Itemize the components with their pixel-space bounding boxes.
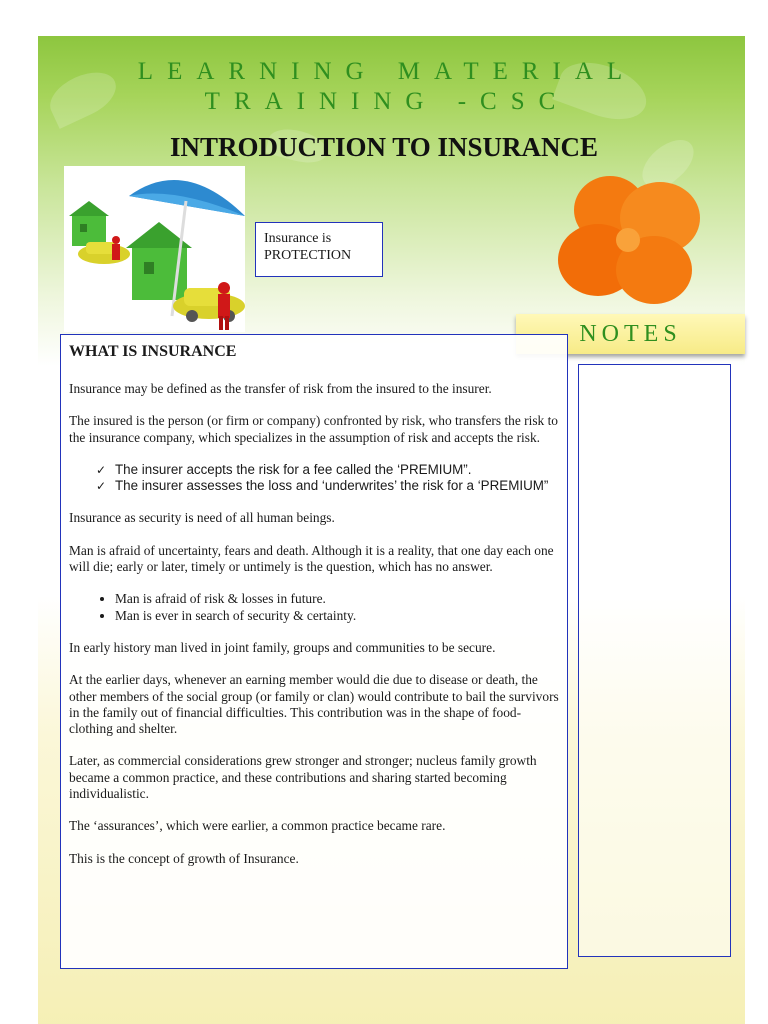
paragraph: Insurance as security is need of all human beings. bbox=[69, 510, 335, 526]
paragraph: The insured is the person (or firm or company) confronted by risk, who transfers the risk to the insurance company, which specializes in the assumption of risk and accepts the risk. bbox=[69, 413, 559, 445]
paragraph: Later, as commercial considerations grew stronger and stronger; nucleus family growth became a common practice, and these contributions and sharing started becoming individualistic. bbox=[69, 753, 537, 802]
bullet-list bbox=[69, 591, 559, 624]
paragraph: Insurance may be defined as the transfer of risk from the insured to the insurer. bbox=[69, 381, 492, 396]
orange-flower-icon bbox=[548, 168, 708, 310]
protection-callout bbox=[255, 222, 383, 277]
bullet-list-item: • Man is afraid of risk & losses in future. bbox=[115, 591, 559, 607]
notes-label-bar: NOTES bbox=[516, 314, 745, 354]
paragraph: At the earlier days, whenever an earning member would die due to disease or death, the other members of the social group (or family or clan) would contribute to bail the survivors in the family out of financial difficulties. This contribution was in the shape of food- clothing and shelter. bbox=[69, 672, 559, 737]
header-line-2: TRAINING -CSC bbox=[204, 88, 570, 115]
notes-box bbox=[578, 364, 731, 957]
section-heading: WHAT IS INSURANCE bbox=[69, 343, 237, 360]
check-mark-icon: ✓ bbox=[96, 479, 107, 494]
check-list bbox=[69, 462, 559, 495]
callout-line-2: PROTECTION bbox=[264, 248, 352, 263]
bullet-list-item: • Man is ever in search of security & certainty. bbox=[115, 608, 559, 624]
header-line-1: LEARNING MATERIAL bbox=[137, 58, 637, 85]
page-title: INTRODUCTION TO INSURANCE bbox=[169, 132, 599, 162]
check-list-item: ✓ The insurer assesses the loss and ‘underwrites’ the risk for a ‘PREMIUM” bbox=[96, 478, 549, 494]
houses-umbrella-illustration bbox=[64, 166, 245, 332]
paragraph: Man is afraid of uncertainty, fears and death. Although it is a reality, that one day each one will die; early or later, timely or untimely is the question, which has no answer. bbox=[69, 542, 554, 575]
main-content-box bbox=[60, 334, 568, 969]
paragraph: In early history man lived in joint family, groups and communities to be secure. bbox=[69, 639, 496, 655]
paragraph: The ‘assurances’, which were earlier, a common practice became rare. bbox=[69, 818, 446, 834]
callout-line-1: Insurance is bbox=[264, 231, 332, 246]
paragraph: This is the concept of growth of Insurance. bbox=[69, 850, 299, 866]
check-mark-icon: ✓ bbox=[96, 462, 107, 477]
check-list-item: ✓ The insurer accepts the risk for a fee called the ‘PREMIUM”. bbox=[96, 461, 472, 477]
